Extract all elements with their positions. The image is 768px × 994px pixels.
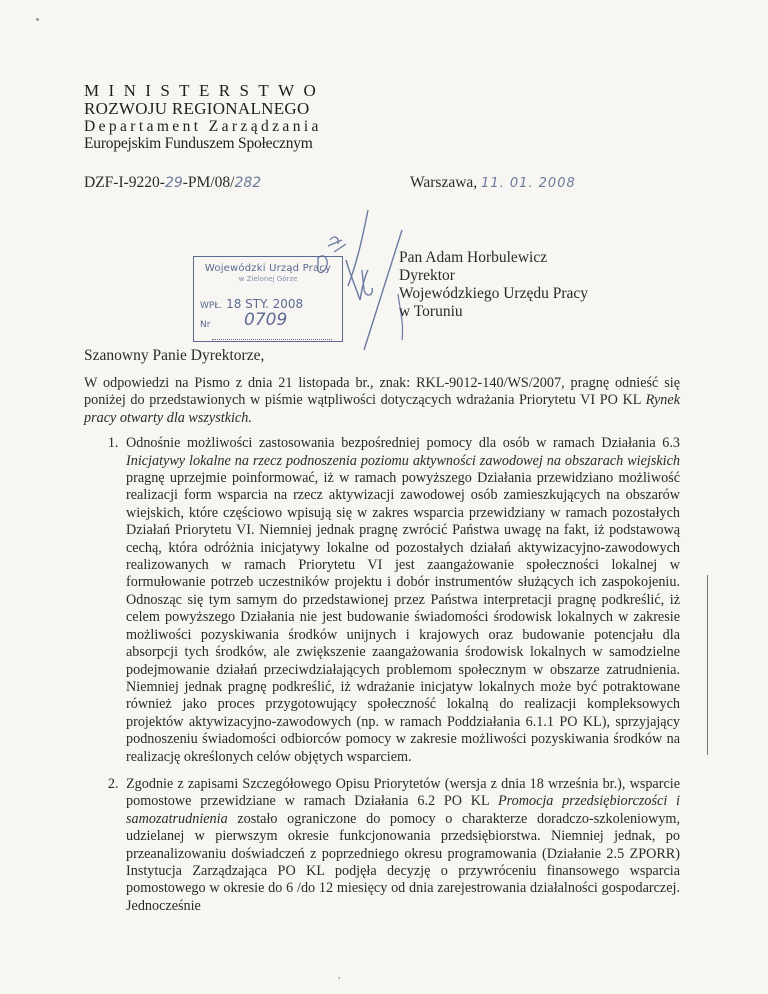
date-handwritten: 11. 01. 2008 <box>481 176 576 191</box>
reference-prefix: DZF-I-9220- <box>84 174 165 191</box>
stamp-office: Wojewódzki Urząd Pracy <box>204 263 332 274</box>
stamp-number: 0709 <box>244 310 288 330</box>
letterhead-department-name: Europejskim Funduszem Społecznym <box>84 134 313 152</box>
stamp-received <box>200 297 303 311</box>
intro-priority-title: Rynek pracy otwarty dla wszystkich. <box>84 392 680 426</box>
reference-number <box>84 174 261 192</box>
list-item-2 <box>122 776 680 915</box>
recipient-office: Wojewódzkiego Urzędu Pracy <box>399 285 588 302</box>
letterhead-ministry: MINISTERSTWO <box>84 81 326 100</box>
letter-body <box>84 375 680 925</box>
stamp-received-label: WPŁ. <box>200 301 223 311</box>
item2-text-a: Zgodnie z zapisami Szczegółowego Opisu Priorytetów (wersja z dnia 18 września br.), wsparcie pomostowe przewidziane w ramach Działania 6.2 PO KL <box>126 775 680 810</box>
item1-text-a: Odnośnie możliwości zastosowania bezpośredniej pomocy dla osób w ramach Działania 6.3 <box>126 435 680 452</box>
intro-paragraph <box>84 375 680 427</box>
stamp-received-date: 18 STY. 2008 <box>226 297 304 311</box>
letterhead-department: Departament Zarządzania <box>84 117 322 135</box>
recipient-block <box>399 249 588 321</box>
date-place: Warszawa, <box>410 174 478 191</box>
stamp-number-row <box>200 310 336 330</box>
item1-text-b: pragnę uprzejmie poinformować, iż w ramach powyższego Działania przewidziano możliwość realizacji form wsparcia na rzecz aktywizacji zawodowej osób zamieszkujących na obszarów wiejskich, które częściowo wpisują się w zakres wsparcia przewidziany w ramach pozostałych Działań Priorytetu VI. Niemniej jednak pragnę zwrócić Państwa uwagę na fakt, iż podstawową cechą, która odróżnia inicjatywy lokalne od pozostałych działań aktywizacyjno-zawodowych realizowanych w ramach Priorytetu VI jest zaangażowanie społeczności lokalnej w formułowanie potrzeb uczestników projektu i dobór instrumentów służących ich zaspokojeniu. Odnosząc się tym samym do przedstawionej przez Państwa interpretacji pragnę podkreślić, iż celem powyższego Działania nie jest budowanie świadomości środowisk lokalnych w zakresie możliwości pozyskiwania środków unijnych i krajowych oraz budowanie potencjału dla absorpcji tych środków, ale zwiększenie zaangażowania środowisk lokalnych w samodzielne podejmowanie działań przeciwdziałających problemom społecznym w obszarze zatrudnienia. Niemniej jednak pragnę podkreślić, iż wdrażanie inicjatyw lokalnych może być potraktowane również jako proces przygotowujący społeczność lokalną do realizacji kompleksowych projektów aktywizacyjno-zawodowych (np. w ramach Poddziałania 6.1.1 PO KL), sprzyjający podnoszeniu świadomości odbiorców pomocy w zakresie możliwości pozyskiwania środków na realizację określonych celów objętych wsparciem. <box>126 470 680 765</box>
letterhead <box>84 82 325 152</box>
numbered-list <box>84 435 680 915</box>
item1-measure-title: Inicjatywy lokalne na rzecz podnoszenia poziomu aktywności zawodowej na obszarach wiejskich <box>126 452 680 469</box>
stamp-number-line <box>212 339 332 340</box>
scan-speck <box>36 18 39 21</box>
margin-pen-line <box>707 575 708 755</box>
list-item-1 <box>122 435 680 766</box>
greeting: Szanowny Panie Dyrektorze, <box>84 347 265 364</box>
item2-measure-title: Promocja przedsiębiorczości i samozatrudnienia <box>126 793 681 827</box>
intro-text: W odpowiedzi na Pismo z dnia 21 listopada br., znak: RKL-9012-140/WS/2007, pragnę odnieść się poniżej do przedstawionych w piśmie wątpliwości dotyczących wdrażania Priorytetu VI PO KL <box>84 375 680 409</box>
recipient-title: Dyrektor <box>399 267 455 284</box>
letterhead-ministry-name: ROZWOJU REGIONALNEGO <box>84 98 310 118</box>
received-stamp <box>193 256 343 342</box>
reference-handwritten-1: 29 <box>164 175 183 191</box>
reference-handwritten-2: 282 <box>234 175 262 191</box>
item2-text-b: zostało ograniczone do pomocy o charakterze doradczo-szkoleniowym, udzielanej w pierwszym okresie funkcjonowania przedsiębiorstwa. Niemniej jednak, po przeanalizowaniu doświadczeń z poprzedniego okresu programowania (Działanie 2.5 ZPORR) Instytucja Zarządzająca PO KL podjęła decyzję o przywróceniu finansowego wsparcia pomostowego w okresie do 6 /do 12 miesięcy od dnia zarejestrowania działalności gospodarczej. Jednocześnie <box>126 810 680 914</box>
recipient-city: w Toruniu <box>399 303 463 320</box>
reference-middle: -PM/08/ <box>182 174 235 191</box>
recipient-name: Pan Adam Horbulewicz <box>399 249 548 266</box>
stamp-city: w Zielonej Górze <box>238 275 298 283</box>
stamp-number-label: Nr <box>200 320 211 330</box>
footer-mark: , <box>338 970 341 981</box>
letter-date <box>410 174 576 192</box>
